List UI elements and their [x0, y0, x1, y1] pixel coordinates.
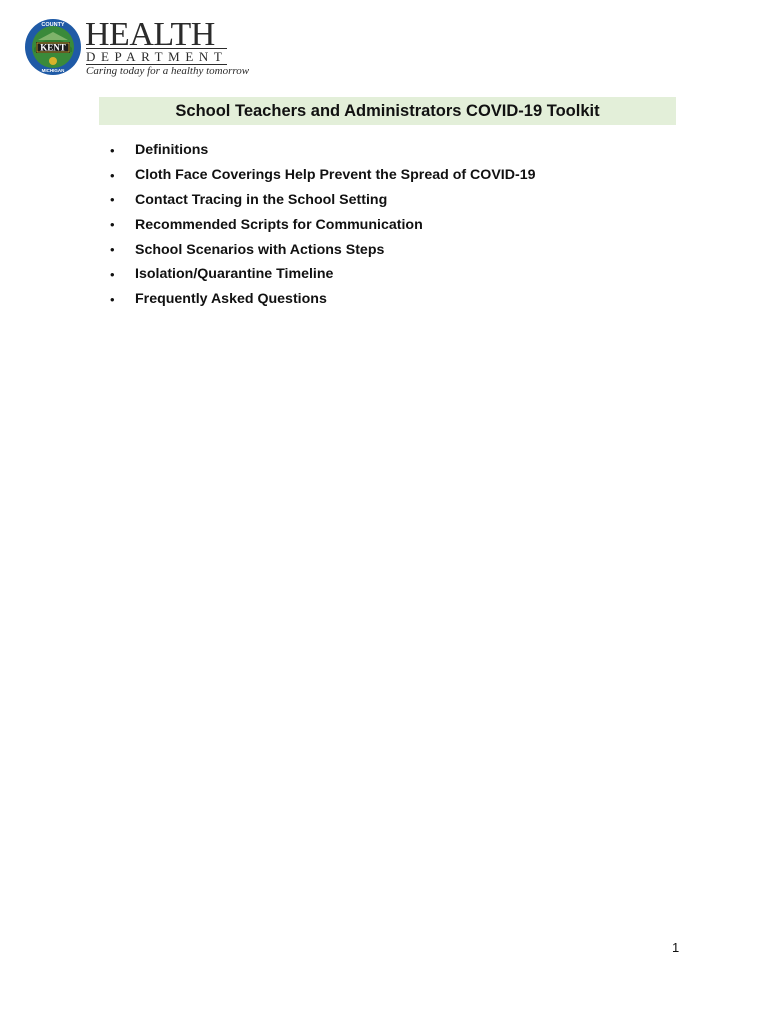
list-item — [110, 188, 536, 213]
document-title: School Teachers and Administrators COVID-19 Toolkit — [175, 101, 600, 120]
logo-health-text: HEALTH — [85, 16, 215, 53]
list-item-label: Isolation/Quarantine Timeline — [135, 266, 334, 283]
title-banner — [99, 97, 676, 125]
bullet-icon: • — [110, 142, 115, 158]
list-item — [110, 212, 536, 237]
logo-department-text: DEPARTMENT — [86, 49, 228, 64]
list-item — [110, 163, 536, 188]
list-item-label: Contact Tracing in the School Setting — [135, 191, 388, 208]
svg-text:KENT: KENT — [40, 42, 66, 53]
list-item — [110, 287, 536, 312]
svg-text:COUNTY: COUNTY — [41, 22, 65, 28]
list-item-label: School Scenarios with Actions Steps — [135, 241, 385, 258]
bullet-icon: • — [110, 192, 115, 208]
bullet-icon: • — [110, 266, 115, 282]
bullet-icon: • — [110, 242, 115, 258]
bullet-icon: • — [110, 291, 115, 307]
bullet-icon: • — [110, 217, 115, 233]
list-item-label: Definitions — [135, 142, 209, 159]
list-item-label: Recommended Scripts for Communication — [135, 216, 423, 233]
list-item-label: Frequently Asked Questions — [135, 291, 327, 308]
bullet-icon: • — [110, 167, 115, 183]
kent-county-seal-icon — [24, 18, 82, 76]
logo-tagline: Caring today for a healthy tomorrow — [86, 65, 250, 77]
list-item-label: Cloth Face Coverings Help Prevent the Spread of COVID-19 — [135, 167, 536, 184]
list-item — [110, 262, 536, 287]
list-item — [110, 138, 536, 163]
toolkit-contents-list — [110, 138, 536, 312]
svg-text:MICHIGAN: MICHIGAN — [41, 68, 65, 73]
list-item — [110, 237, 536, 262]
health-department-logo — [24, 16, 250, 80]
page-number: 1 — [672, 940, 680, 955]
